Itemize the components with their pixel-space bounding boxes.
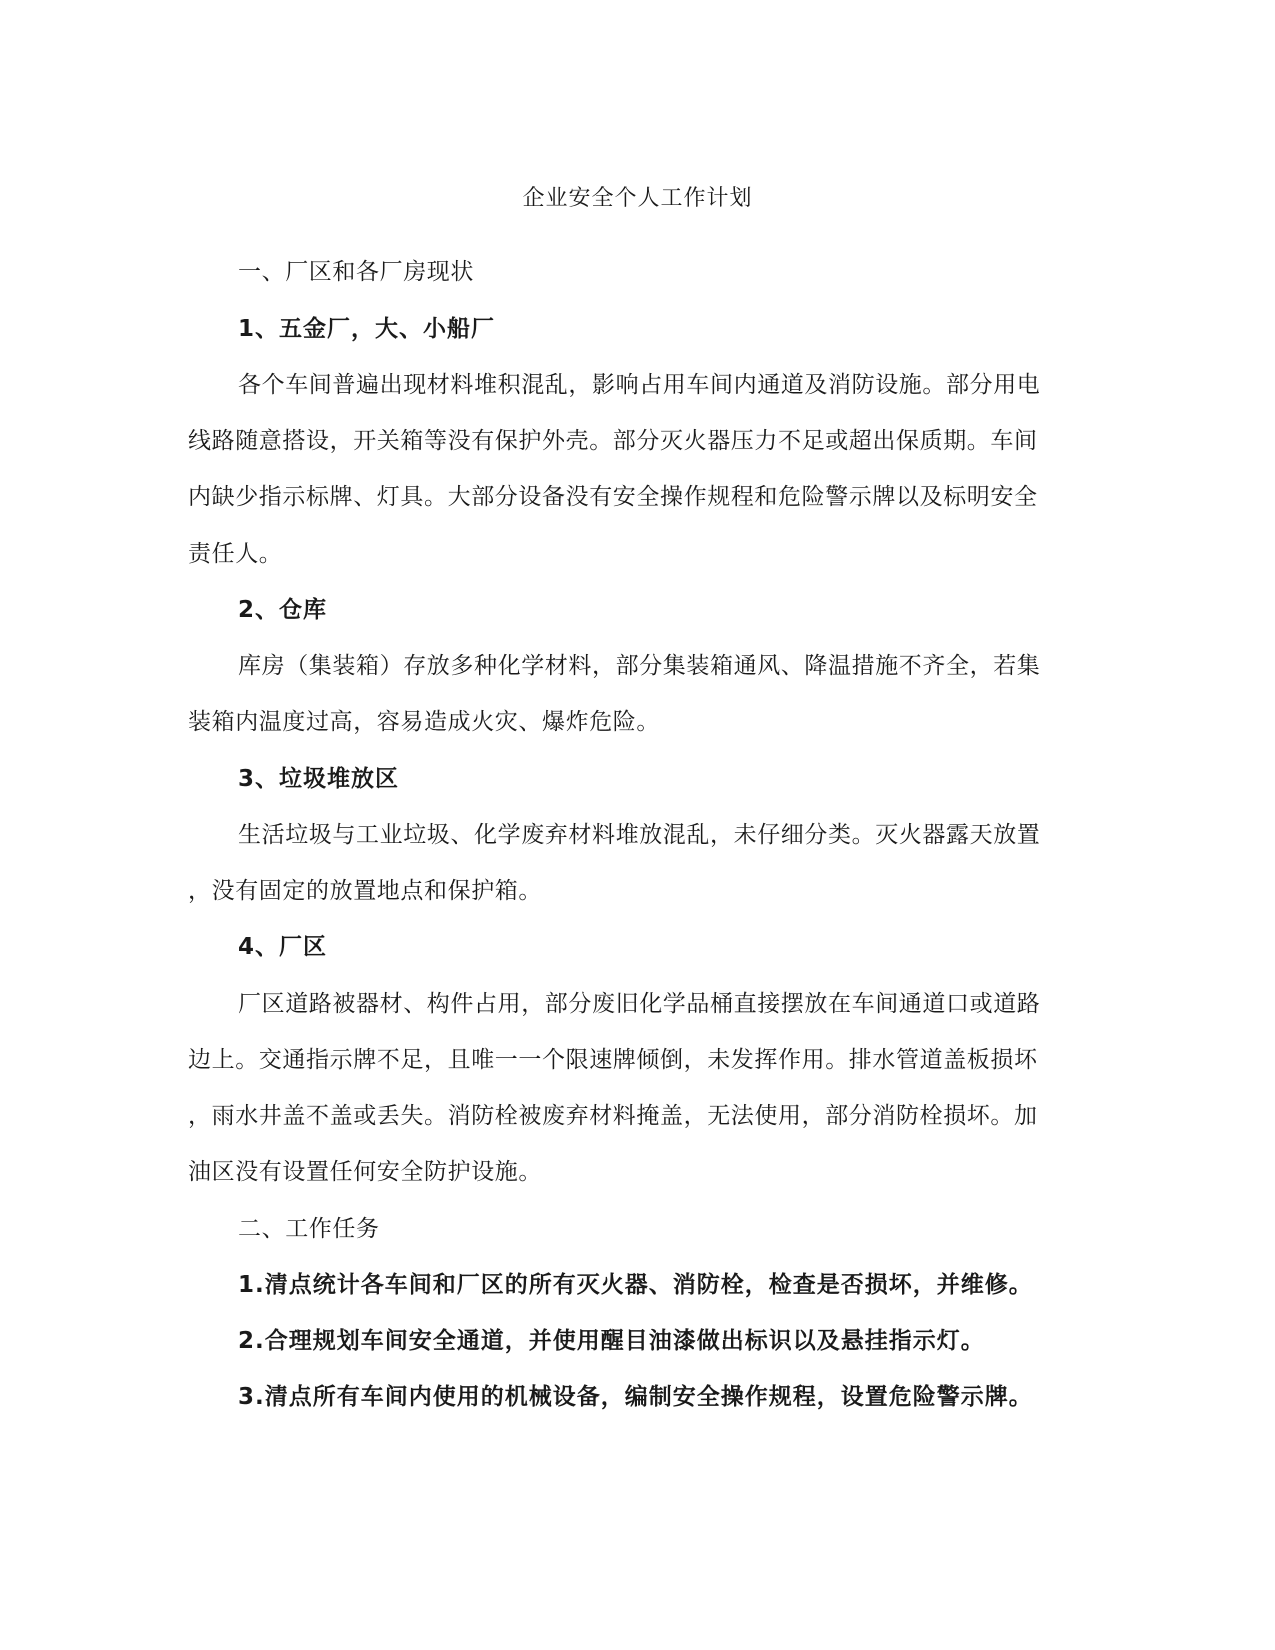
- document-title: 企业安全个人工作计划: [522, 186, 753, 211]
- paragraph-line: 库房（集装箱）存放多种化学材料，部分集装箱通风、降温措施不齐全，若集: [238, 653, 1041, 679]
- task-item: 2.合理规划车间安全通道，并使用醒目油漆做出标识以及悬挂指示灯。: [238, 1328, 985, 1354]
- paragraph-line: ，雨水井盖不盖或丢失。消防栓被废弃材料掩盖，无法使用，部分消防栓损坏。加: [188, 1103, 1038, 1129]
- paragraph-line: 生活垃圾与工业垃圾、化学废弃材料堆放混乱，未仔细分类。灭火器露天放置: [238, 822, 1041, 848]
- paragraph-line: 线路随意搭设，开关箱等没有保护外壳。部分灭火器压力不足或超出保质期。车间: [188, 428, 1038, 454]
- task-item: 1.清点统计各车间和厂区的所有灭火器、消防栓，检查是否损坏，并维修。: [238, 1272, 1033, 1298]
- paragraph-line: ，没有固定的放置地点和保护箱。: [188, 878, 542, 904]
- section-1-heading: 一、厂区和各厂房现状: [238, 259, 474, 285]
- subsection-4-heading: 4、厂区: [238, 934, 328, 960]
- subsection-3-heading: 3、垃圾堆放区: [238, 766, 400, 792]
- paragraph-line: 油区没有设置任何安全防护设施。: [188, 1159, 542, 1185]
- paragraph-line: 装箱内温度过高，容易造成火灾、爆炸危险。: [188, 709, 660, 735]
- paragraph-line: 厂区道路被器材、构件占用，部分废旧化学品桶直接摆放在车间通道口或道路: [238, 991, 1041, 1017]
- subsection-1-heading: 1、五金厂，大、小船厂: [238, 316, 496, 342]
- paragraph-line: 内缺少指示标牌、灯具。大部分设备没有安全操作规程和危险警示牌以及标明安全: [188, 484, 1038, 510]
- subsection-2-heading: 2、仓库: [238, 597, 328, 623]
- paragraph-line: 责任人。: [188, 541, 283, 567]
- paragraph-line: 各个车间普遍出现材料堆积混乱，影响占用车间内通道及消防设施。部分用电: [238, 372, 1041, 398]
- task-item: 3.清点所有车间内使用的机械设备，编制安全操作规程，设置危险警示牌。: [238, 1384, 1033, 1410]
- paragraph-line: 边上。交通指示牌不足，且唯一一个限速牌倾倒，未发挥作用。排水管道盖板损坏: [188, 1047, 1038, 1073]
- section-2-heading: 二、工作任务: [238, 1216, 380, 1242]
